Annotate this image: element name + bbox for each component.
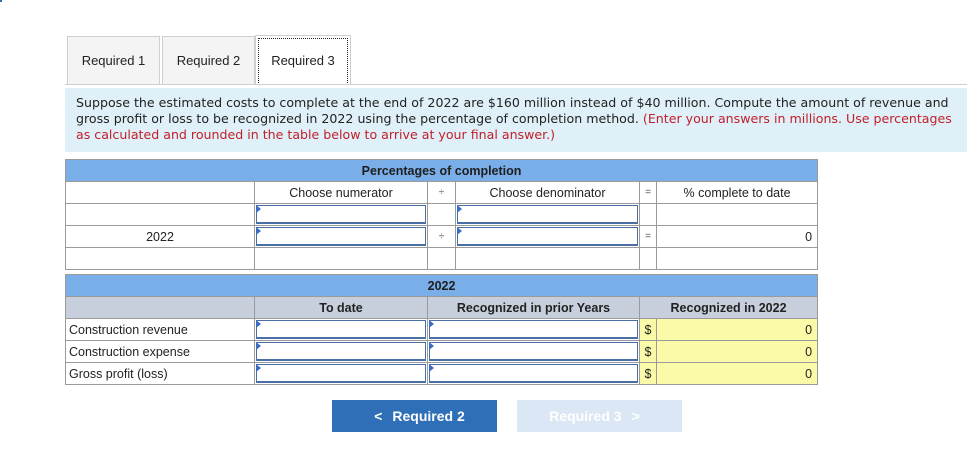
dropdown-marker-icon [256, 205, 261, 213]
expense-prior-input[interactable] [428, 341, 640, 363]
row-label-gross-profit: Gross profit (loss) [66, 363, 255, 385]
dropdown-marker-icon [256, 364, 261, 372]
prior-years-header: Recognized in prior Years [428, 297, 640, 319]
empty-cell [456, 248, 640, 270]
instructions-panel [65, 88, 967, 152]
tab-required-1[interactable] [67, 36, 160, 84]
tab-label: Required 3 [271, 53, 335, 68]
row-year-label: 2022 [66, 226, 255, 248]
to-date-header: To date [255, 297, 428, 319]
percent-table-title: Percentages of completion [66, 160, 818, 182]
dropdown-marker-icon [256, 342, 261, 350]
dropdown-marker-icon [256, 320, 261, 328]
recognition-table [65, 274, 818, 385]
revenue-to-date-input[interactable] [255, 319, 428, 341]
percent-complete-value: 0 [657, 226, 818, 248]
instructions-note: (Enter your answers in millions. Use percentages as calculated and rounded in the table below to arrive at your final answer.) [76, 111, 952, 142]
tab-label: Required 2 [176, 53, 241, 68]
expense-2022-value: 0 [657, 341, 818, 363]
denominator-header: Choose denominator [456, 182, 640, 204]
tab-label: Required 1 [81, 53, 146, 68]
empty-cell [66, 248, 255, 270]
prev-button-label: Required 2 [392, 408, 465, 424]
tab-required-3[interactable] [255, 35, 351, 85]
recognition-table-title: 2022 [66, 275, 818, 297]
dropdown-marker-icon [256, 227, 261, 235]
dropdown-marker-icon [429, 320, 434, 328]
tab-divider [65, 84, 967, 85]
numerator-input[interactable] [255, 226, 428, 248]
gross-profit-2022-value: 0 [657, 363, 818, 385]
empty-cell [640, 248, 657, 270]
currency-symbol: $ [640, 363, 657, 385]
revenue-2022-value: 0 [657, 319, 818, 341]
next-button-label: Required 3 [549, 408, 622, 424]
empty-cell [428, 248, 456, 270]
divide-symbol: ÷ [428, 226, 456, 248]
next-required-button[interactable] [517, 400, 682, 432]
gross-profit-prior-input[interactable] [428, 363, 640, 385]
gross-profit-to-date-input[interactable] [255, 363, 428, 385]
equals-symbol: = [640, 182, 657, 204]
empty-header-cell [66, 297, 255, 319]
chevron-left-icon: < [374, 408, 383, 424]
numerator-select-top[interactable] [255, 204, 428, 226]
divide-symbol: ÷ [428, 182, 456, 204]
revenue-prior-input[interactable] [428, 319, 640, 341]
corner-marker [0, 0, 2, 2]
equals-symbol: = [640, 226, 657, 248]
empty-cell [66, 204, 255, 226]
percent-completion-table [65, 159, 818, 270]
row-label-revenue: Construction revenue [66, 319, 255, 341]
dropdown-marker-icon [429, 342, 434, 350]
dropdown-marker-icon [457, 227, 462, 235]
currency-symbol: $ [640, 319, 657, 341]
currency-symbol: $ [640, 341, 657, 363]
row-label-expense: Construction expense [66, 341, 255, 363]
dropdown-marker-icon [429, 364, 434, 372]
result-header: % complete to date [657, 182, 818, 204]
prev-required-button[interactable] [332, 400, 497, 432]
empty-cell [255, 248, 428, 270]
empty-cell [657, 248, 818, 270]
expense-to-date-input[interactable] [255, 341, 428, 363]
numerator-header: Choose numerator [255, 182, 428, 204]
focus-ring [258, 38, 348, 85]
instructions-text: Suppose the estimated costs to complete at the end of 2022 are $160 million instead of $40 million. Compute the amount of revenue and gross profit or loss to be recognized in 2022 using the percentage of completion method. [76, 95, 949, 126]
denominator-input[interactable] [456, 226, 640, 248]
empty-cell [640, 204, 657, 226]
denominator-select-top[interactable] [456, 204, 640, 226]
current-year-header: Recognized in 2022 [640, 297, 818, 319]
chevron-right-icon: > [631, 408, 640, 424]
empty-cell [66, 182, 255, 204]
tab-required-2[interactable] [162, 36, 255, 84]
dropdown-marker-icon [457, 205, 462, 213]
empty-cell [428, 204, 456, 226]
empty-cell [657, 204, 818, 226]
